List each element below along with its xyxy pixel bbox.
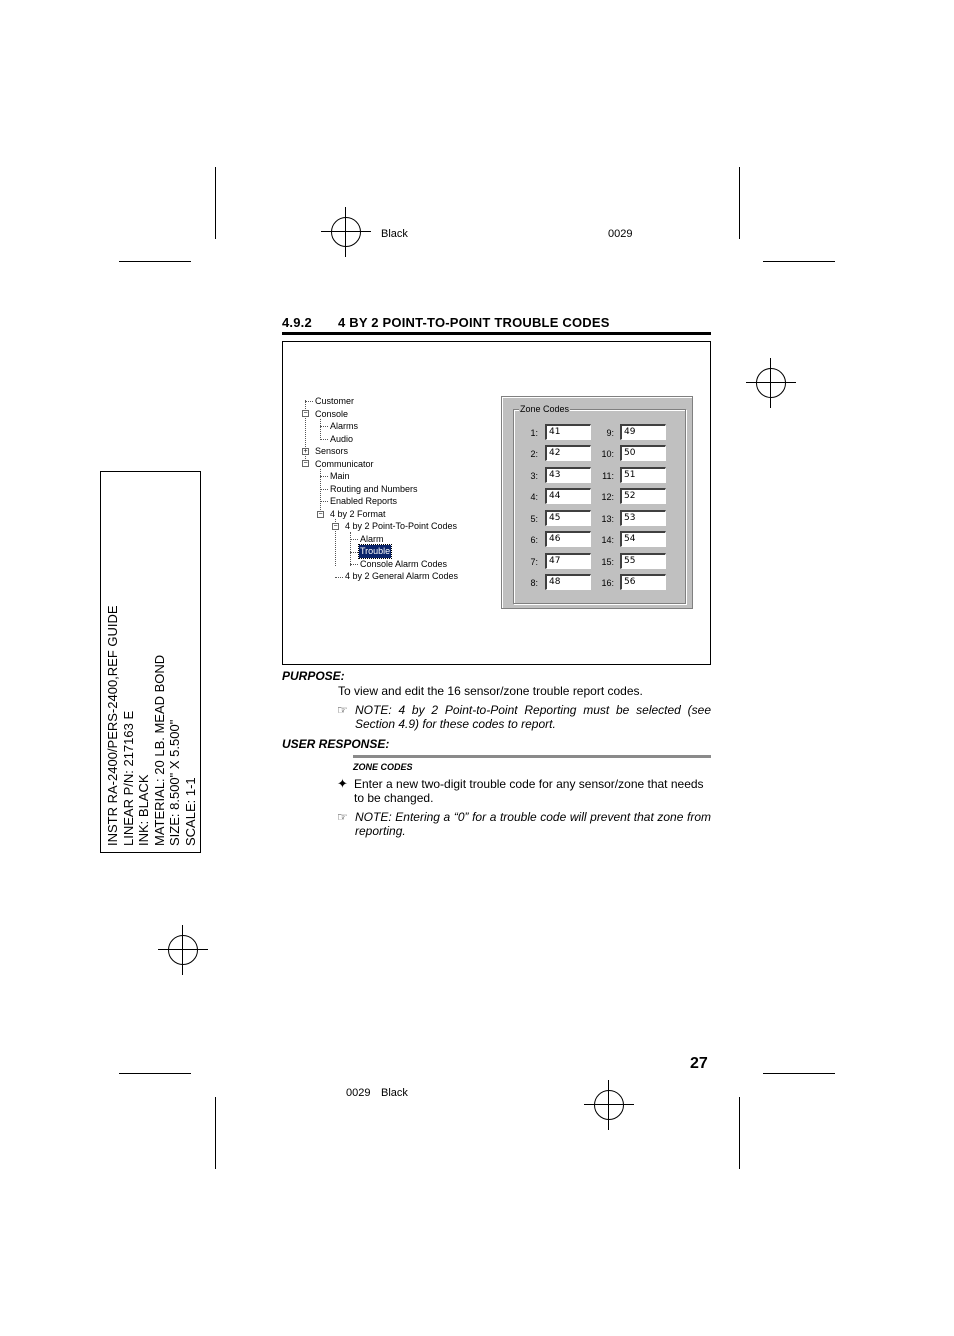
zone-code-input[interactable]: 45 (545, 510, 591, 526)
zone-code-input[interactable]: 49 (620, 424, 666, 440)
crop-mark (119, 1073, 191, 1074)
section-number: 4.9.2 (282, 315, 312, 330)
tree-item-customer[interactable]: Customer (315, 396, 355, 406)
tree-item-general-alarm-codes[interactable]: 4 by 2 General Alarm Codes (345, 571, 459, 581)
heading-rule (282, 332, 711, 335)
zone-label: 1: (530, 428, 538, 438)
registration-mark (584, 1080, 634, 1130)
zone-label: 10: (601, 449, 614, 459)
zone-label: 8: (530, 578, 538, 588)
top-code-label: 0029 (608, 228, 633, 240)
purpose-label: PURPOSE: (282, 669, 345, 683)
side-info-text (105, 476, 198, 846)
tree-connector (320, 476, 328, 477)
collapse-icon[interactable]: − (333, 523, 338, 530)
purpose-text: To view and edit the 16 sensor/zone trouble report codes. (338, 684, 643, 698)
tree-item-trouble-selected[interactable]: Trouble (360, 546, 391, 556)
zone-code-input[interactable]: 51 (620, 467, 666, 483)
zone-code-input[interactable]: 42 (545, 445, 591, 461)
tree-connector (320, 439, 328, 440)
zone-code-input[interactable]: 52 (620, 488, 666, 504)
registration-mark (746, 358, 796, 408)
zone-label: 13: (601, 514, 614, 524)
zone-code-input[interactable]: 44 (545, 488, 591, 504)
software-screenshot (282, 341, 711, 665)
zone-codes-subheading: ZONE CODES (353, 762, 413, 772)
zone-label: 12: (601, 492, 614, 502)
zone-code-input[interactable]: 41 (545, 424, 591, 440)
side-info-line: LINEAR P/N: 217163 E (120, 710, 136, 846)
subsection-rule (353, 755, 711, 758)
tree-item-enabled-reports[interactable]: Enabled Reports (330, 496, 398, 506)
collapse-icon[interactable]: − (303, 460, 308, 467)
zone-code-input[interactable]: 54 (620, 531, 666, 547)
purpose-note: NOTE: 4 by 2 Point-to-Point Reporting must be selected (see Section 4.9) for these codes to report. (355, 703, 711, 731)
navigation-tree (301, 395, 491, 585)
tree-item-routing-and-numbers[interactable]: Routing and Numbers (330, 484, 418, 494)
tree-connector (305, 401, 313, 402)
zone-label: 16: (601, 578, 614, 588)
side-info-box (100, 471, 201, 853)
side-info-line: MATERIAL: 20 LB. MEAD BOND (151, 654, 167, 846)
tree-item-console-alarm-codes[interactable]: Console Alarm Codes (360, 559, 448, 569)
bottom-code-label: 0029 (346, 1087, 371, 1099)
zone-code-input[interactable]: 53 (620, 510, 666, 526)
zone-label: 7: (530, 557, 538, 567)
tree-item-4by2-format[interactable]: 4 by 2 Format (330, 509, 386, 519)
tree-item-alarm[interactable]: Alarm (360, 534, 384, 544)
tree-connector (350, 564, 358, 565)
tree-connector (335, 577, 343, 578)
zone-codes-group (513, 404, 686, 604)
zone-codes-panel (501, 396, 693, 609)
zone-label: 5: (530, 514, 538, 524)
tree-item-communicator[interactable]: Communicator (315, 459, 374, 469)
collapse-icon[interactable]: − (318, 511, 323, 518)
crop-mark (215, 167, 216, 239)
zone-codes-instruction: Enter a new two-digit trouble code for any sensor/zone that needs to be changed. (354, 777, 704, 805)
side-info-line: SIZE: 8.500" X 5.500" (167, 719, 182, 846)
section-heading (282, 315, 712, 330)
bullet-icon: ✦ (337, 776, 348, 791)
zone-code-input[interactable]: 46 (545, 531, 591, 547)
tree-item-main[interactable]: Main (330, 471, 350, 481)
crop-mark (119, 261, 191, 262)
tree-connector (320, 489, 328, 490)
zone-label: 11: (602, 471, 614, 481)
section-title: 4 BY 2 POINT-TO-POINT TROUBLE CODES (338, 315, 610, 330)
zone-label: 9: (606, 428, 614, 438)
side-info-line: SCALE: 1-1 (182, 777, 198, 846)
zone-code-input[interactable]: 48 (545, 574, 591, 590)
crop-mark (215, 1097, 216, 1169)
zone-label: 2: (530, 449, 538, 459)
zone-code-input[interactable]: 56 (620, 574, 666, 590)
zone-code-input[interactable]: 50 (620, 445, 666, 461)
zone-code-input[interactable]: 55 (620, 553, 666, 569)
tree-item-console[interactable]: Console (315, 409, 349, 419)
zone-label: 4: (530, 492, 538, 502)
zone-label: 3: (530, 471, 538, 481)
user-response-label: USER RESPONSE: (282, 737, 390, 751)
zone-code-input[interactable]: 43 (545, 467, 591, 483)
side-info-line: INK: BLACK (136, 774, 151, 846)
zone-label: 14: (601, 535, 614, 545)
note-icon: ☞ (337, 703, 348, 717)
tree-item-sensors[interactable]: Sensors (315, 446, 349, 456)
crop-mark (763, 1073, 835, 1074)
expand-icon[interactable]: + (303, 448, 308, 455)
registration-mark (158, 925, 208, 975)
tree-connector (320, 426, 328, 427)
tree-connector (350, 552, 358, 553)
tree-connector (350, 539, 358, 540)
zone-code-input[interactable]: 47 (545, 553, 591, 569)
bottom-ink-label: Black (381, 1087, 408, 1099)
zone-codes-title: Zone Codes (520, 404, 570, 414)
tree-connector (320, 501, 328, 502)
crop-mark (763, 261, 835, 262)
zone-label: 6: (530, 535, 538, 545)
tree-connector (320, 419, 321, 438)
page-number: 27 (690, 1055, 708, 1072)
tree-item-audio[interactable]: Audio (330, 434, 354, 444)
top-ink-label: Black (381, 228, 408, 240)
tree-item-alarms[interactable]: Alarms (330, 421, 359, 431)
side-info-line: INSTR RA-2400/PERS-2400,REF GUIDE (105, 605, 120, 846)
crop-mark (739, 1097, 740, 1169)
crop-mark (739, 167, 740, 239)
registration-mark (321, 207, 371, 257)
zone-codes-note: NOTE: Entering a “0” for a trouble code will prevent that zone from reporting. (355, 810, 711, 838)
tree-item-point-to-point-codes[interactable]: 4 by 2 Point-To-Point Codes (345, 521, 458, 531)
zone-label: 15: (601, 557, 614, 567)
note-icon: ☞ (337, 810, 348, 824)
collapse-icon[interactable]: − (303, 410, 308, 417)
tree-connector (350, 532, 351, 566)
